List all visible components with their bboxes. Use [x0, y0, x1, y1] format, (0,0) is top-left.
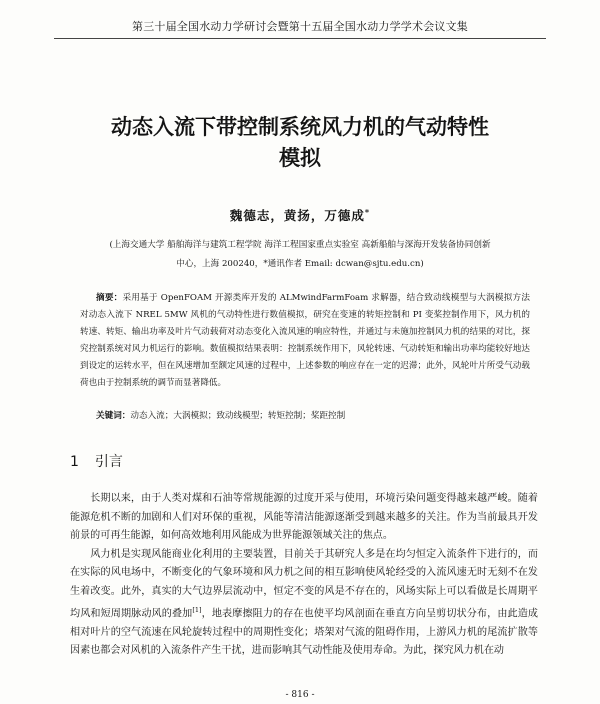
- header-rule: [54, 38, 546, 39]
- section-heading: [70, 451, 123, 471]
- author-list: [0, 206, 600, 224]
- abstract-text: 采用基于 OpenFOAM 开源类库开发的 ALMwindFarmFoam 求解器，结合致动线模型与大涡模拟方法对动态入流下 NREL 5MW 风机的气动特性进行数值模拟，研究在变速的转矩控制和 PI 变桨控制作用下，风力机的转速、转矩、输出功率及叶片气动载荷对动态变化入流风速的响应特性，并通过与未施加控制风力机的结果的对比，探究控制系统对风力机运行的影响。数值模拟结果表明：控制系统作用下，风轮转速、气动转矩和输出功率均能较好地达到设定的运转水平，但在风速增加至额定风速的过程中，上述参数的响应存在一定的迟滞；此外，风轮叶片所受气动载荷也由于控制系统的调节而显著降低。: [80, 293, 530, 388]
- running-header: 第三十届全国水动力学研讨会暨第十五届全国水动力学学术会议文集: [54, 18, 546, 39]
- body-paragraph-1: 长期以来，由于人类对煤和石油等常规能源的过度开采与使用，环境污染问题变得越来越严峻。随着能源危机不断的加剧和人们对环保的重视，风能等清洁能源逐渐受到越来越多的关注。作为当前最具开发前景的可再生能源，如何高效地利用风能成为世界能源领域关注的焦点。: [70, 493, 538, 541]
- citation-ref: [1]: [192, 606, 202, 614]
- keywords: [80, 408, 530, 425]
- affiliation: [60, 236, 540, 274]
- body-text: [70, 490, 538, 661]
- section-title: 引言: [94, 454, 123, 470]
- abstract: [80, 290, 530, 392]
- section-number: 1: [70, 454, 79, 470]
- title-line-1: 动态入流下带控制系统风力机的气动特性: [111, 115, 489, 139]
- affiliation-line-2: 中心，上海 200240，*通讯作者 Email: dcwan@sjtu.edu.cn): [176, 259, 424, 269]
- author-names: 魏德志，黄扬，万德成: [229, 208, 365, 223]
- body-paragraph-2-part-2: ，地表摩擦阻力的存在也使平均风剖面在垂直方向呈剪切状分布，由此造成相对叶片的空气流速在风轮旋转过程中的周期性变化；塔架对气流的阻碍作用，上游风力机的尾流扩散等因素也都会对风机的入流条件产生干扰，进而影响其气动性能及使用寿命。为此，探究风力机在动: [70, 608, 539, 657]
- paper-title: [60, 112, 540, 174]
- body-paragraph-2-part-1: 风力机是实现风能商业化利用的主要装置，目前关于其研究人多是在均匀恒定入流条件下进行的，而在实际的风电场中，不断变化的气象环境和风力机之间的相互影响使风轮经受的入流风速无时无刻不在发生着改变。此外，真实的大气边界层流动中，恒定不变的风是不存在的，风场实际上可以看做是长周期平均风和短周期脉动风的叠加: [70, 548, 538, 620]
- corresponding-author-mark: *: [364, 206, 371, 217]
- title-line-2: 模拟: [279, 146, 321, 170]
- keywords-label: 关键词：: [96, 411, 131, 421]
- affiliation-line-1: (上海交通大学 船舶海洋与建筑工程学院 海洋工程国家重点实验室 高新船舶与深海开发装备协同创新: [109, 240, 491, 250]
- page-number: - 816 -: [285, 690, 315, 700]
- body-paragraph-2: [70, 546, 538, 661]
- keywords-text: 动态入流；大涡模拟；致动线模型；转矩控制；桨距控制: [130, 411, 346, 421]
- abstract-label: 摘要：: [96, 293, 123, 303]
